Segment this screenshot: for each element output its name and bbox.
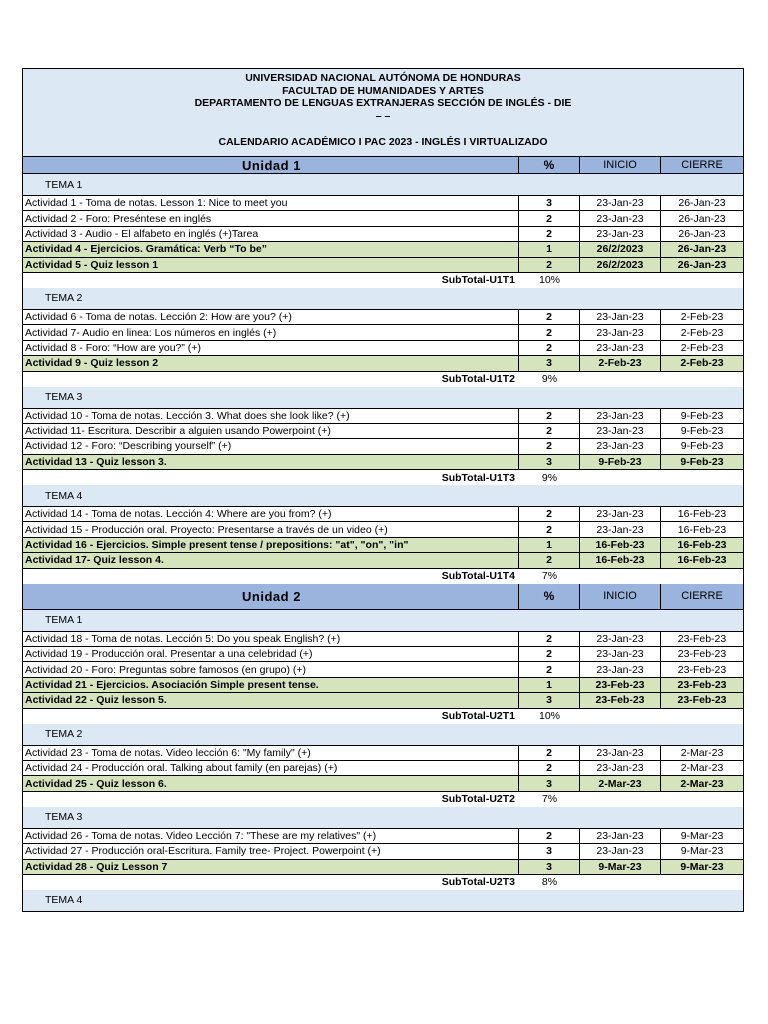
activity-start-date: 23-Jan-23 bbox=[580, 439, 661, 453]
subtotal-empty-cell bbox=[661, 709, 743, 724]
subtotal-label: SubTotal-U1T2 bbox=[441, 373, 515, 386]
subtotal-value: 7% bbox=[541, 570, 558, 583]
activity-name: Actividad 16 - Ejercicios. Simple present tense / prepositions: "at", "on", "in" bbox=[23, 538, 519, 552]
activity-percent: 1 bbox=[519, 538, 580, 552]
tema-label: TEMA 3 bbox=[45, 811, 83, 824]
tema-empty-cell bbox=[661, 485, 743, 506]
activity-percent: 3 bbox=[519, 776, 580, 790]
activity-start-date: 9-Mar-23 bbox=[580, 860, 661, 874]
activity-start-date: 26/2/2023 bbox=[580, 258, 661, 272]
activity-start-date: 23-Jan-23 bbox=[580, 761, 661, 775]
tema-label: TEMA 2 bbox=[45, 292, 83, 305]
activity-row bbox=[23, 507, 743, 522]
activity-start-date: 2-Mar-23 bbox=[580, 776, 661, 790]
tema-empty-cell bbox=[519, 610, 580, 631]
activity-end-date: 9-Mar-23 bbox=[680, 829, 724, 842]
activity-name: Actividad 1 - Toma de notas. Lesson 1: Nice to meet you bbox=[23, 196, 519, 210]
activity-end-date: 9-Feb-23 bbox=[680, 440, 724, 453]
activity-end-date: 23-Feb-23 bbox=[677, 632, 727, 645]
tema-empty-cell bbox=[580, 387, 661, 408]
activity-end-date: 23-Feb-23 bbox=[677, 694, 727, 707]
activity-row bbox=[23, 553, 743, 568]
activity-percent: 2 bbox=[519, 211, 580, 225]
activity-start-date: 23-Jan-23 bbox=[580, 522, 661, 536]
activity-name: Actividad 22 - Quiz lesson 5. bbox=[23, 693, 519, 707]
header-university: UNIVERSIDAD NACIONAL AUTÓNOMA DE HONDURAS bbox=[245, 72, 521, 84]
activity-start-date: 2-Feb-23 bbox=[580, 356, 661, 370]
activity-row bbox=[23, 211, 743, 226]
activity-row bbox=[23, 776, 743, 791]
activity-end-date: 9-Feb-23 bbox=[680, 409, 724, 422]
activity-percent: 2 bbox=[519, 341, 580, 355]
activity-name: Actividad 17- Quiz lesson 4. bbox=[23, 553, 519, 567]
activity-row bbox=[23, 662, 743, 677]
subtotal-row bbox=[23, 709, 743, 724]
activity-end-date: 2-Feb-23 bbox=[680, 311, 724, 324]
activity-start-date: 23-Jan-23 bbox=[580, 227, 661, 241]
activity-row bbox=[23, 455, 743, 470]
activity-end-date: 26-Jan-23 bbox=[678, 197, 726, 210]
activity-name: Actividad 6 - Toma de notas. Lección 2: How are you? (+) bbox=[23, 310, 519, 324]
activity-name: Actividad 23 - Toma de notas. Video lección 6: "My family" (+) bbox=[23, 746, 519, 760]
activity-percent: 2 bbox=[519, 553, 580, 567]
percent-header: % bbox=[519, 584, 580, 609]
activity-end-date: 23-Feb-23 bbox=[677, 663, 727, 676]
tema-empty-cell bbox=[661, 807, 743, 828]
activity-name: Actividad 21 - Ejercicios. Asociación Simple present tense. bbox=[23, 678, 519, 692]
activity-percent: 2 bbox=[519, 647, 580, 661]
subtotal-label: SubTotal-U2T3 bbox=[441, 876, 515, 889]
activity-row bbox=[23, 693, 743, 708]
activity-name: Actividad 9 - Quiz lesson 2 bbox=[23, 356, 519, 370]
tema-header-row bbox=[23, 610, 743, 632]
activity-start-date: 23-Jan-23 bbox=[580, 196, 661, 210]
activity-end-date: 2-Mar-23 bbox=[680, 746, 724, 759]
subtotal-value: 8% bbox=[541, 876, 558, 889]
activity-start-date: 16-Feb-23 bbox=[580, 538, 661, 552]
tema-empty-cell bbox=[661, 174, 743, 195]
activity-row bbox=[23, 761, 743, 776]
activity-end-date: 2-Feb-23 bbox=[680, 357, 724, 370]
activity-start-date: 9-Feb-23 bbox=[580, 455, 661, 469]
activity-end-date: 23-Feb-23 bbox=[677, 648, 727, 661]
activity-start-date: 23-Jan-23 bbox=[580, 647, 661, 661]
subtotal-empty-cell bbox=[580, 273, 661, 288]
header-dashes: – – bbox=[375, 109, 391, 122]
tema-empty-cell bbox=[519, 485, 580, 506]
tema-label: TEMA 1 bbox=[45, 178, 83, 191]
activity-percent: 3 bbox=[519, 693, 580, 707]
activity-name: Actividad 3 - Audio - El alfabeto en inglés (+)Tarea bbox=[23, 227, 519, 241]
tema-header-row bbox=[23, 288, 743, 310]
tema-empty-cell bbox=[580, 485, 661, 506]
tema-empty-cell bbox=[519, 724, 580, 745]
activity-start-date: 23-Jan-23 bbox=[580, 409, 661, 423]
tema-empty-cell bbox=[661, 610, 743, 631]
activity-name: Actividad 14 - Toma de notas. Lección 4: Where are you from? (+) bbox=[23, 507, 519, 521]
activity-row bbox=[23, 242, 743, 257]
activity-percent: 2 bbox=[519, 761, 580, 775]
activity-name: Actividad 24 - Producción oral. Talking about family (en parejas) (+) bbox=[23, 761, 519, 775]
activity-name: Actividad 13 - Quiz lesson 3. bbox=[23, 455, 519, 469]
activity-name: Actividad 26 - Toma de notas. Video Lección 7: "These are my relatives" (+) bbox=[23, 829, 519, 843]
activity-row bbox=[23, 409, 743, 424]
tema-empty-cell bbox=[580, 174, 661, 195]
activity-end-date: 26-Jan-23 bbox=[677, 243, 727, 256]
subtotal-empty-cell bbox=[580, 709, 661, 724]
header-calendar-title: CALENDARIO ACADÉMICO I PAC 2023 - INGLÉS I VIRTUALIZADO bbox=[218, 136, 548, 148]
tema-empty-cell bbox=[580, 890, 661, 911]
activity-percent: 2 bbox=[519, 409, 580, 423]
start-date-header: INICIO bbox=[580, 157, 661, 173]
activity-start-date: 23-Jan-23 bbox=[580, 424, 661, 438]
tema-empty-cell bbox=[519, 387, 580, 408]
tema-empty-cell bbox=[519, 890, 580, 911]
start-date-header: INICIO bbox=[580, 584, 661, 609]
activity-start-date: 23-Jan-23 bbox=[580, 632, 661, 646]
tema-header-row bbox=[23, 724, 743, 746]
activity-end-date: 16-Feb-23 bbox=[677, 554, 727, 567]
activity-row bbox=[23, 829, 743, 844]
activity-row bbox=[23, 632, 743, 647]
tema-header-row bbox=[23, 485, 743, 507]
activity-percent: 2 bbox=[519, 507, 580, 521]
activity-row bbox=[23, 310, 743, 325]
tema-empty-cell bbox=[661, 288, 743, 309]
subtotal-value: 10% bbox=[538, 274, 560, 287]
subtotal-empty-cell bbox=[661, 273, 743, 288]
activity-start-date: 23-Jan-23 bbox=[580, 341, 661, 355]
tema-empty-cell bbox=[661, 890, 743, 911]
activity-name: Actividad 25 - Quiz lesson 6. bbox=[23, 776, 519, 790]
calendar-table bbox=[23, 157, 743, 912]
subtotal-value: 7% bbox=[541, 793, 558, 806]
activity-end-date: 9-Feb-23 bbox=[680, 455, 724, 468]
subtotal-label: SubTotal-U1T3 bbox=[441, 471, 515, 484]
subtotal-empty-cell bbox=[661, 792, 743, 807]
subtotal-empty-cell bbox=[661, 372, 743, 387]
activity-end-date: 9-Feb-23 bbox=[680, 425, 724, 438]
activity-start-date: 23-Jan-23 bbox=[580, 844, 661, 858]
activity-row bbox=[23, 196, 743, 211]
activity-name: Actividad 11- Escritura. Describir a alguien usando Powerpoint (+) bbox=[23, 424, 519, 438]
activity-percent: 2 bbox=[519, 227, 580, 241]
activity-end-date: 26-Jan-23 bbox=[678, 212, 726, 225]
calendar-sheet bbox=[22, 68, 744, 912]
subtotal-empty-cell bbox=[580, 792, 661, 807]
subtotal-empty-cell bbox=[580, 372, 661, 387]
activity-start-date: 23-Jan-23 bbox=[580, 662, 661, 676]
tema-empty-cell bbox=[519, 174, 580, 195]
tema-empty-cell bbox=[580, 724, 661, 745]
unit-header-row bbox=[23, 157, 743, 174]
activity-start-date: 16-Feb-23 bbox=[580, 553, 661, 567]
activity-row bbox=[23, 227, 743, 242]
unit-title: Unidad 2 bbox=[23, 584, 519, 609]
activity-percent: 2 bbox=[519, 424, 580, 438]
activity-percent: 3 bbox=[519, 860, 580, 874]
activity-row bbox=[23, 356, 743, 371]
subtotal-value: 10% bbox=[538, 710, 560, 723]
end-date-header: CIERRE bbox=[681, 590, 723, 603]
tema-empty-cell bbox=[519, 807, 580, 828]
subtotal-empty-cell bbox=[661, 569, 743, 584]
subtotal-empty-cell bbox=[580, 569, 661, 584]
activity-row bbox=[23, 424, 743, 439]
subtotal-label: SubTotal-U2T1 bbox=[441, 710, 515, 723]
activity-name: Actividad 2 - Foro: Preséntese en inglés bbox=[23, 211, 519, 225]
subtotal-row bbox=[23, 792, 743, 807]
activity-start-date: 23-Jan-23 bbox=[580, 211, 661, 225]
activity-start-date: 23-Jan-23 bbox=[580, 310, 661, 324]
activity-name: Actividad 28 - Quiz Lesson 7 bbox=[23, 860, 519, 874]
activity-percent: 2 bbox=[519, 632, 580, 646]
activity-name: Actividad 27 - Producción oral-Escritura. Family tree- Project. Powerpoint (+) bbox=[23, 844, 519, 858]
header-spacer bbox=[23, 122, 743, 136]
activity-name: Actividad 8 - Foro: “How are you?” (+) bbox=[23, 341, 519, 355]
percent-header: % bbox=[519, 157, 580, 173]
activity-percent: 2 bbox=[519, 310, 580, 324]
activity-percent: 1 bbox=[519, 678, 580, 692]
tema-header-row bbox=[23, 890, 743, 912]
subtotal-empty-cell bbox=[580, 470, 661, 485]
activity-start-date: 23-Jan-23 bbox=[580, 325, 661, 339]
activity-end-date: 2-Feb-23 bbox=[680, 341, 724, 354]
subtotal-value: 9% bbox=[541, 373, 558, 386]
tema-label: TEMA 2 bbox=[45, 728, 83, 741]
subtotal-row bbox=[23, 372, 743, 387]
activity-row bbox=[23, 678, 743, 693]
activity-end-date: 16-Feb-23 bbox=[677, 523, 727, 536]
activity-name: Actividad 5 - Quiz lesson 1 bbox=[23, 258, 519, 272]
subtotal-value: 9% bbox=[541, 471, 558, 484]
activity-percent: 1 bbox=[519, 242, 580, 256]
activity-start-date: 23-Feb-23 bbox=[580, 678, 661, 692]
tema-label: TEMA 4 bbox=[45, 894, 83, 907]
activity-name: Actividad 19 - Producción oral. Presentar a una celebridad (+) bbox=[23, 647, 519, 661]
tema-label: TEMA 3 bbox=[45, 391, 83, 404]
activity-name: Actividad 15 - Producción oral. Proyecto: Presentarse a través de un video (+) bbox=[23, 522, 519, 536]
document-header bbox=[23, 69, 743, 157]
activity-end-date: 2-Mar-23 bbox=[680, 777, 724, 790]
unit-title: Unidad 1 bbox=[23, 157, 519, 173]
activity-name: Actividad 10 - Toma de notas. Lección 3. What does she look like? (+) bbox=[23, 409, 519, 423]
subtotal-label: SubTotal-U1T4 bbox=[441, 570, 515, 583]
activity-row bbox=[23, 538, 743, 553]
activity-percent: 2 bbox=[519, 746, 580, 760]
tema-header-row bbox=[23, 807, 743, 829]
activity-name: Actividad 7- Audio en linea: Los números en inglés (+) bbox=[23, 325, 519, 339]
subtotal-row bbox=[23, 875, 743, 890]
activity-end-date: 9-Mar-23 bbox=[680, 845, 724, 858]
tema-header-row bbox=[23, 174, 743, 196]
activity-end-date: 2-Mar-23 bbox=[680, 762, 724, 775]
activity-start-date: 23-Jan-23 bbox=[580, 829, 661, 843]
subtotal-empty-cell bbox=[661, 875, 743, 890]
subtotal-empty-cell bbox=[580, 875, 661, 890]
activity-percent: 2 bbox=[519, 662, 580, 676]
activity-end-date: 23-Feb-23 bbox=[677, 679, 727, 691]
tema-empty-cell bbox=[580, 288, 661, 309]
tema-empty-cell bbox=[580, 610, 661, 631]
activity-percent: 3 bbox=[519, 196, 580, 210]
subtotal-row bbox=[23, 273, 743, 288]
subtotal-row bbox=[23, 470, 743, 485]
subtotal-label: SubTotal-U1T1 bbox=[441, 274, 515, 287]
activity-percent: 3 bbox=[519, 844, 580, 858]
activity-end-date: 16-Feb-23 bbox=[677, 508, 727, 521]
header-faculty: FACULTAD DE HUMANIDADES Y ARTES bbox=[282, 84, 484, 97]
activity-end-date: 2-Feb-23 bbox=[680, 326, 724, 339]
activity-name: Actividad 4 - Ejercicios. Gramática: Verb “To be” bbox=[23, 242, 519, 256]
unit-header-row bbox=[23, 584, 743, 610]
subtotal-row bbox=[23, 569, 743, 584]
activity-row bbox=[23, 647, 743, 662]
tema-empty-cell bbox=[519, 288, 580, 309]
tema-empty-cell bbox=[661, 724, 743, 745]
activity-row bbox=[23, 844, 743, 859]
activity-start-date: 26/2/2023 bbox=[580, 242, 661, 256]
tema-header-row bbox=[23, 387, 743, 409]
activity-row bbox=[23, 439, 743, 454]
activity-row bbox=[23, 860, 743, 875]
activity-row bbox=[23, 341, 743, 356]
activity-row bbox=[23, 325, 743, 340]
activity-start-date: 23-Feb-23 bbox=[580, 693, 661, 707]
subtotal-label: SubTotal-U2T2 bbox=[441, 793, 515, 806]
activity-percent: 3 bbox=[519, 356, 580, 370]
tema-empty-cell bbox=[580, 807, 661, 828]
activity-row bbox=[23, 258, 743, 273]
activity-row bbox=[23, 746, 743, 761]
activity-end-date: 16-Feb-23 bbox=[677, 539, 727, 552]
tema-label: TEMA 4 bbox=[45, 489, 83, 502]
tema-label: TEMA 1 bbox=[45, 614, 83, 627]
activity-row bbox=[23, 522, 743, 537]
activity-name: Actividad 20 - Foro: Preguntas sobre famosos (en grupo) (+) bbox=[23, 662, 519, 676]
end-date-header: CIERRE bbox=[681, 159, 723, 171]
activity-end-date: 9-Mar-23 bbox=[680, 860, 724, 873]
tema-empty-cell bbox=[661, 387, 743, 408]
activity-percent: 2 bbox=[519, 829, 580, 843]
activity-end-date: 26-Jan-23 bbox=[678, 227, 726, 240]
activity-percent: 2 bbox=[519, 439, 580, 453]
activity-name: Actividad 18 - Toma de notas. Lección 5: Do you speak English? (+) bbox=[23, 632, 519, 646]
activity-start-date: 23-Jan-23 bbox=[580, 746, 661, 760]
activity-end-date: 26-Jan-23 bbox=[677, 258, 727, 271]
activity-name: Actividad 12 - Foro: “Describing yourself” (+) bbox=[23, 439, 519, 453]
activity-percent: 2 bbox=[519, 522, 580, 536]
activity-percent: 2 bbox=[519, 258, 580, 272]
activity-start-date: 23-Jan-23 bbox=[580, 507, 661, 521]
activity-percent: 3 bbox=[519, 455, 580, 469]
activity-percent: 2 bbox=[519, 325, 580, 339]
header-department: DEPARTAMENTO DE LENGUAS EXTRANJERAS SECCIÓN DE INGLÉS - DIE bbox=[194, 97, 572, 109]
subtotal-empty-cell bbox=[661, 470, 743, 485]
